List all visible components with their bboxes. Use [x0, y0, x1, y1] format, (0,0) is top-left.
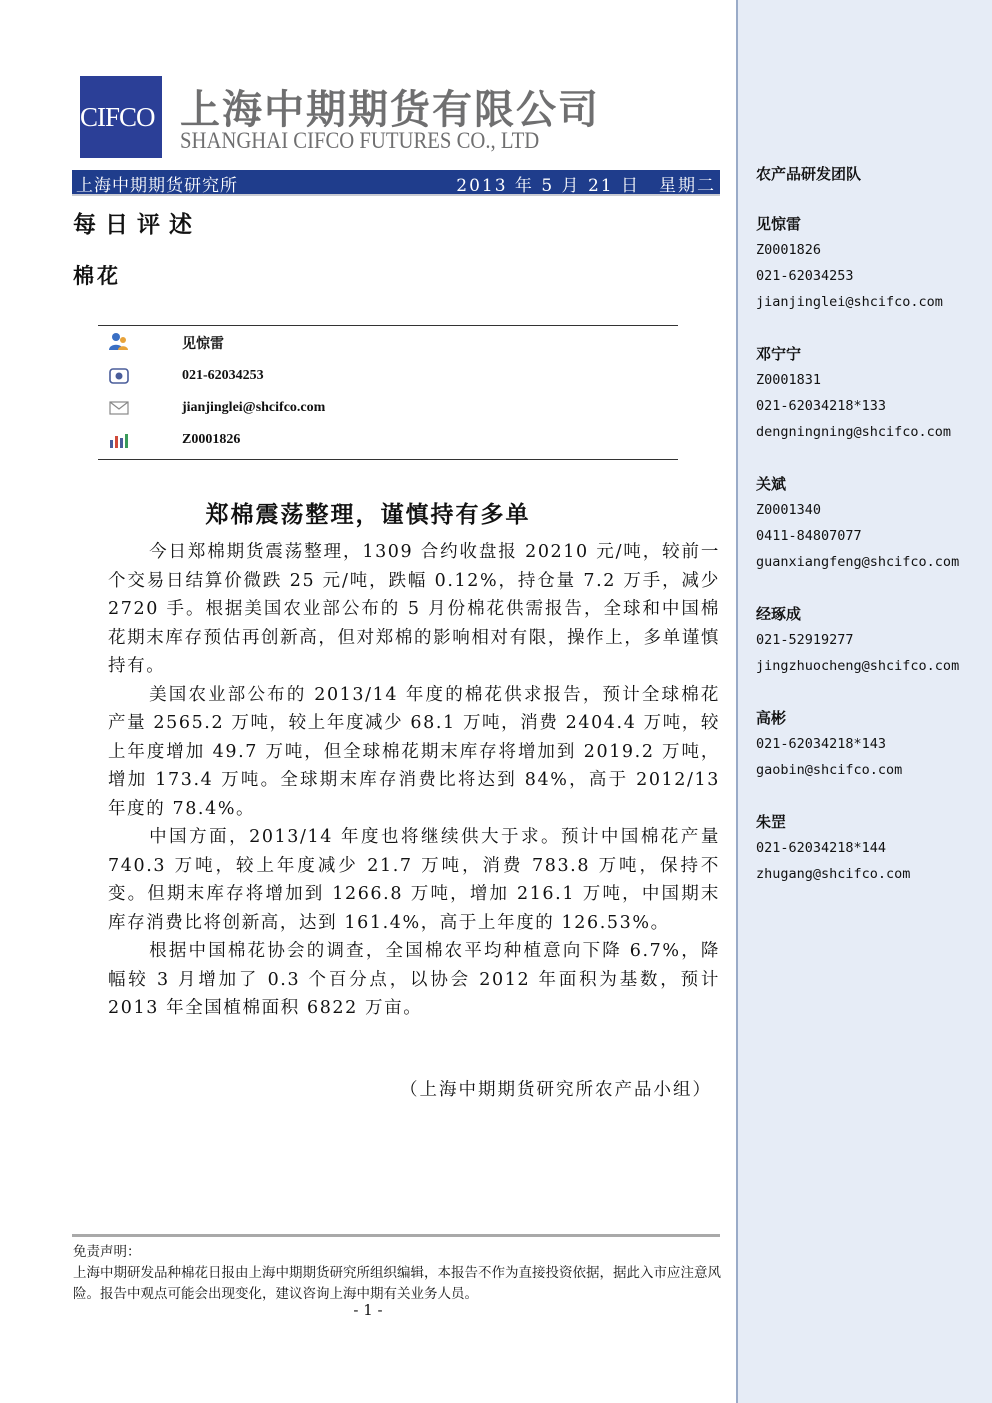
team-contact: [756, 471, 959, 575]
paragraph: 美国农业部公布的 2013/14 年度的棉花供求报告，预计全球棉花产量 2565.2 万吨，较上年度减少 68.1 万吨，消费 2404.4 万吨，较上年度增加 49.7 万吨，但全球棉花期末库存将增加到 2019.2 万吨，增加 173.4 万吨。全球期末库存消费比将达到 84%，高于 2012/13 年度的 78.4%。: [108, 684, 721, 819]
contact-license: Z0001340: [756, 502, 822, 518]
team-contact: [756, 809, 910, 887]
contact-email: jianjinglei@shcifco.com: [756, 294, 943, 310]
team-title: 农产品研发团队: [756, 165, 862, 183]
contact-email: guanxiangfeng@shcifco.com: [756, 554, 960, 570]
contact-name: 朱罡: [756, 813, 787, 831]
author-phone-row: [98, 366, 678, 388]
author-license-row: [98, 430, 678, 452]
team-contact: [756, 601, 959, 679]
category-title: 棉花: [73, 263, 121, 288]
page-number: - 1 -: [353, 1301, 383, 1319]
footer-divider: [72, 1234, 720, 1237]
author-info-box: [98, 325, 678, 460]
article-headline: 郑棉震荡整理，谨慎持有多单: [205, 501, 531, 528]
article-body: [108, 538, 720, 1023]
contact-name: 关斌: [756, 475, 787, 493]
author-phone: 021-62034253: [182, 368, 264, 383]
bar-chart-icon: [108, 430, 130, 450]
company-logo-mark: [80, 76, 162, 158]
contact-phone: 021-52919277: [756, 632, 854, 648]
contact-email: dengningning@shcifco.com: [756, 424, 952, 440]
logo-mark-text: CIFCO: [80, 102, 155, 132]
contact-phone: 021-62034218*133: [756, 398, 887, 414]
disclaimer: [73, 1242, 721, 1305]
contact-name: 经琢成: [756, 605, 802, 623]
disclaimer-title: 免责声明：: [73, 1244, 141, 1260]
contact-email: gaobin@shcifco.com: [756, 762, 903, 778]
company-name-en: SHANGHAI CIFCO FUTURES CO., LTD: [180, 128, 540, 153]
author-email-row: [98, 398, 678, 420]
team-sidebar: [736, 0, 992, 1403]
author-name: 见惊雷: [182, 337, 224, 352]
author-email: jianjinglei@shcifco.com: [182, 400, 326, 415]
section-title: 每日评述: [73, 211, 201, 238]
contact-email: jingzhuocheng@shcifco.com: [756, 658, 960, 674]
paragraph: 中国方面，2013/14 年度也将继续供大于求。预计中国棉花产量 740.3 万吨，较上年度减少 21.7 万吨，消费 783.8 万吨，保持不变。但期末库存将增加到 1266.8 万吨，增加 216.1 万吨，中国期末库存消费比将创新高，达到 161.4%，高于上年度的 126.53%。: [108, 827, 720, 933]
phone-icon: [108, 366, 130, 386]
person-icon: [108, 331, 130, 351]
contact-name: 邓宁宁: [756, 345, 802, 363]
paragraph: 今日郑棉期货震荡整理，1309 合约收盘报 20210 元/吨，较前一个交易日结算价微跌 25 元/吨，跌幅 0.12%，持仓量 7.2 万手，减少 2720 手。根据美国农业部公布的 5 月份棉花供需报告，全球和中国棉花期末库存预估再创新高，但对郑棉的影响相对有限，操作上，多单谨慎持有。: [108, 542, 720, 676]
header-org: 上海中期期货研究所: [76, 176, 238, 196]
contact-license: Z0001826: [756, 242, 822, 258]
article-signature: （上海中期期货研究所农产品小组）: [400, 1080, 712, 1100]
contact-phone: 021-62034218*144: [756, 840, 887, 856]
contact-license: Z0001831: [756, 372, 822, 388]
contact-phone: 021-62034218*143: [756, 736, 887, 752]
contact-name: 见惊雷: [756, 215, 802, 233]
envelope-icon: [108, 398, 130, 418]
team-contact: [756, 341, 951, 445]
contact-phone: 0411-84807077: [756, 528, 862, 544]
team-contact: [756, 705, 902, 783]
header-date: 2013 年 5 月 21 日 星期二: [456, 176, 716, 196]
disclaimer-text: 上海中期研发品种棉花日报由上海中期期货研究所组织编辑，本报告不作为直接投资依据，据此入市应注意风险。报告中观点可能会出现变化，建议咨询上海中期有关业务人员。: [73, 1265, 721, 1302]
company-name-cn: 上海中期期货有限公司: [180, 87, 600, 133]
contact-phone: 021-62034253: [756, 268, 854, 284]
contact-name: 高彬: [756, 709, 787, 727]
team-contact: [756, 211, 943, 315]
author-name-row: [98, 331, 678, 353]
contact-email: zhugang@shcifco.com: [756, 866, 911, 882]
paragraph: 根据中国棉花协会的调查，全国棉农平均种植意向下降 6.7%，降幅较 3 月增加了 0.3 个百分点，以协会 2012 年面积为基数，预计 2013 年全国植棉面积 6822 万亩。: [108, 941, 720, 1018]
author-license: Z0001826: [182, 432, 241, 447]
report-header-bar: [72, 170, 720, 196]
